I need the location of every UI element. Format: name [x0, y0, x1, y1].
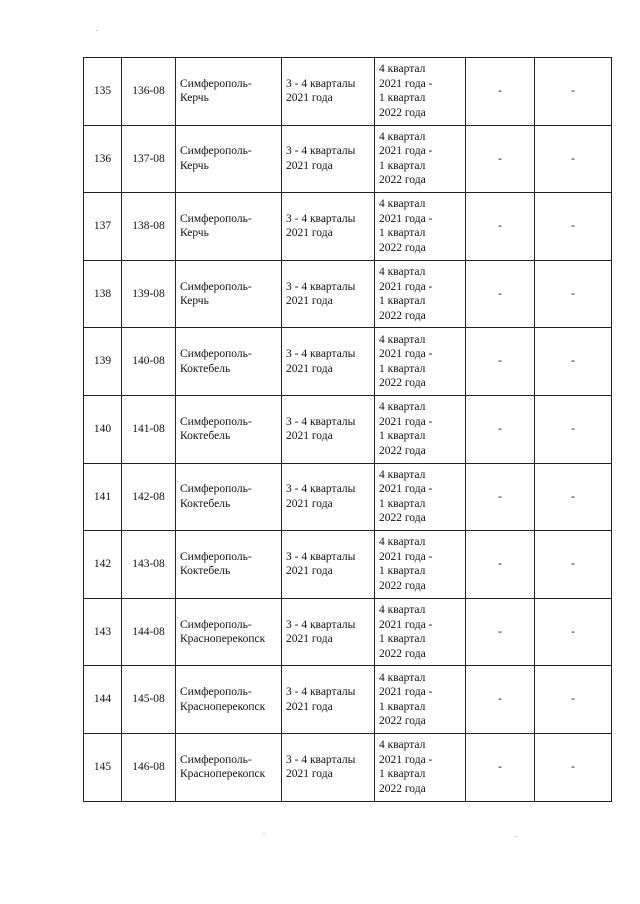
term-period: 4 квартал 2021 года - 1 квартал 2022 года	[375, 125, 466, 193]
empty-value-cell: -	[535, 260, 612, 328]
table-row	[84, 395, 612, 463]
route-code: 141-08	[122, 395, 176, 463]
term-period: 4 квартал 2021 года - 1 квартал 2022 года	[375, 58, 466, 126]
row-number: 136	[84, 125, 122, 193]
row-number: 135	[84, 58, 122, 126]
route-name: Симферополь- Керчь	[176, 58, 282, 126]
start-period: 3 - 4 кварталы 2021 года	[282, 598, 375, 666]
table-row	[84, 58, 612, 126]
empty-value-cell: -	[466, 463, 535, 531]
route-code: 136-08	[122, 58, 176, 126]
start-period: 3 - 4 кварталы 2021 года	[282, 125, 375, 193]
empty-value-cell: -	[535, 58, 612, 126]
term-period: 4 квартал 2021 года - 1 квартал 2022 года	[375, 463, 466, 531]
row-number: 143	[84, 598, 122, 666]
scan-speck	[96, 30, 98, 31]
empty-value-cell: -	[466, 193, 535, 261]
start-period: 3 - 4 кварталы 2021 года	[282, 260, 375, 328]
term-period: 4 квартал 2021 года - 1 квартал 2022 года	[375, 531, 466, 599]
scan-speck	[515, 836, 517, 837]
table-row	[84, 666, 612, 734]
route-name: Симферополь- Керчь	[176, 193, 282, 261]
empty-value-cell: -	[466, 395, 535, 463]
table-row	[84, 733, 612, 801]
start-period: 3 - 4 кварталы 2021 года	[282, 58, 375, 126]
term-period: 4 квартал 2021 года - 1 квартал 2022 года	[375, 733, 466, 801]
start-period: 3 - 4 кварталы 2021 года	[282, 666, 375, 734]
term-period: 4 квартал 2021 года - 1 квартал 2022 года	[375, 260, 466, 328]
route-name: Симферополь- Коктебель	[176, 328, 282, 396]
start-period: 3 - 4 кварталы 2021 года	[282, 193, 375, 261]
term-period: 4 квартал 2021 года - 1 квартал 2022 года	[375, 193, 466, 261]
table-row	[84, 193, 612, 261]
empty-value-cell: -	[466, 598, 535, 666]
route-code: 137-08	[122, 125, 176, 193]
empty-value-cell: -	[535, 531, 612, 599]
table-row	[84, 328, 612, 396]
table-row	[84, 463, 612, 531]
empty-value-cell: -	[535, 125, 612, 193]
route-code: 145-08	[122, 666, 176, 734]
table-row	[84, 125, 612, 193]
route-code: 140-08	[122, 328, 176, 396]
route-name: Симферополь- Керчь	[176, 125, 282, 193]
route-name: Симферополь- Коктебель	[176, 395, 282, 463]
route-schedule-table	[83, 57, 612, 802]
route-code: 143-08	[122, 531, 176, 599]
empty-value-cell: -	[535, 395, 612, 463]
table-body	[84, 58, 612, 802]
empty-value-cell: -	[535, 328, 612, 396]
term-period: 4 квартал 2021 года - 1 квартал 2022 года	[375, 666, 466, 734]
start-period: 3 - 4 кварталы 2021 года	[282, 328, 375, 396]
term-period: 4 квартал 2021 года - 1 квартал 2022 года	[375, 598, 466, 666]
route-name: Симферополь- Красноперекопск	[176, 733, 282, 801]
empty-value-cell: -	[466, 125, 535, 193]
row-number: 145	[84, 733, 122, 801]
route-name: Симферополь- Коктебель	[176, 531, 282, 599]
empty-value-cell: -	[535, 733, 612, 801]
row-number: 138	[84, 260, 122, 328]
route-code: 142-08	[122, 463, 176, 531]
empty-value-cell: -	[535, 463, 612, 531]
route-name: Симферополь- Красноперекопск	[176, 666, 282, 734]
route-code: 146-08	[122, 733, 176, 801]
route-code: 144-08	[122, 598, 176, 666]
start-period: 3 - 4 кварталы 2021 года	[282, 531, 375, 599]
start-period: 3 - 4 кварталы 2021 года	[282, 395, 375, 463]
table-row	[84, 531, 612, 599]
start-period: 3 - 4 кварталы 2021 года	[282, 463, 375, 531]
table-row	[84, 260, 612, 328]
empty-value-cell: -	[466, 531, 535, 599]
empty-value-cell: -	[535, 598, 612, 666]
row-number: 142	[84, 531, 122, 599]
empty-value-cell: -	[535, 193, 612, 261]
route-name: Симферополь- Керчь	[176, 260, 282, 328]
row-number: 139	[84, 328, 122, 396]
start-period: 3 - 4 кварталы 2021 года	[282, 733, 375, 801]
route-code: 138-08	[122, 193, 176, 261]
route-name: Симферополь- Коктебель	[176, 463, 282, 531]
route-code: 139-08	[122, 260, 176, 328]
row-number: 144	[84, 666, 122, 734]
table-row	[84, 598, 612, 666]
term-period: 4 квартал 2021 года - 1 квартал 2022 года	[375, 328, 466, 396]
empty-value-cell: -	[466, 733, 535, 801]
empty-value-cell: -	[535, 666, 612, 734]
row-number: 137	[84, 193, 122, 261]
row-number: 141	[84, 463, 122, 531]
row-number: 140	[84, 395, 122, 463]
empty-value-cell: -	[466, 260, 535, 328]
scan-speck	[263, 833, 265, 834]
empty-value-cell: -	[466, 58, 535, 126]
term-period: 4 квартал 2021 года - 1 квартал 2022 года	[375, 395, 466, 463]
empty-value-cell: -	[466, 328, 535, 396]
route-name: Симферополь- Красноперекопск	[176, 598, 282, 666]
empty-value-cell: -	[466, 666, 535, 734]
